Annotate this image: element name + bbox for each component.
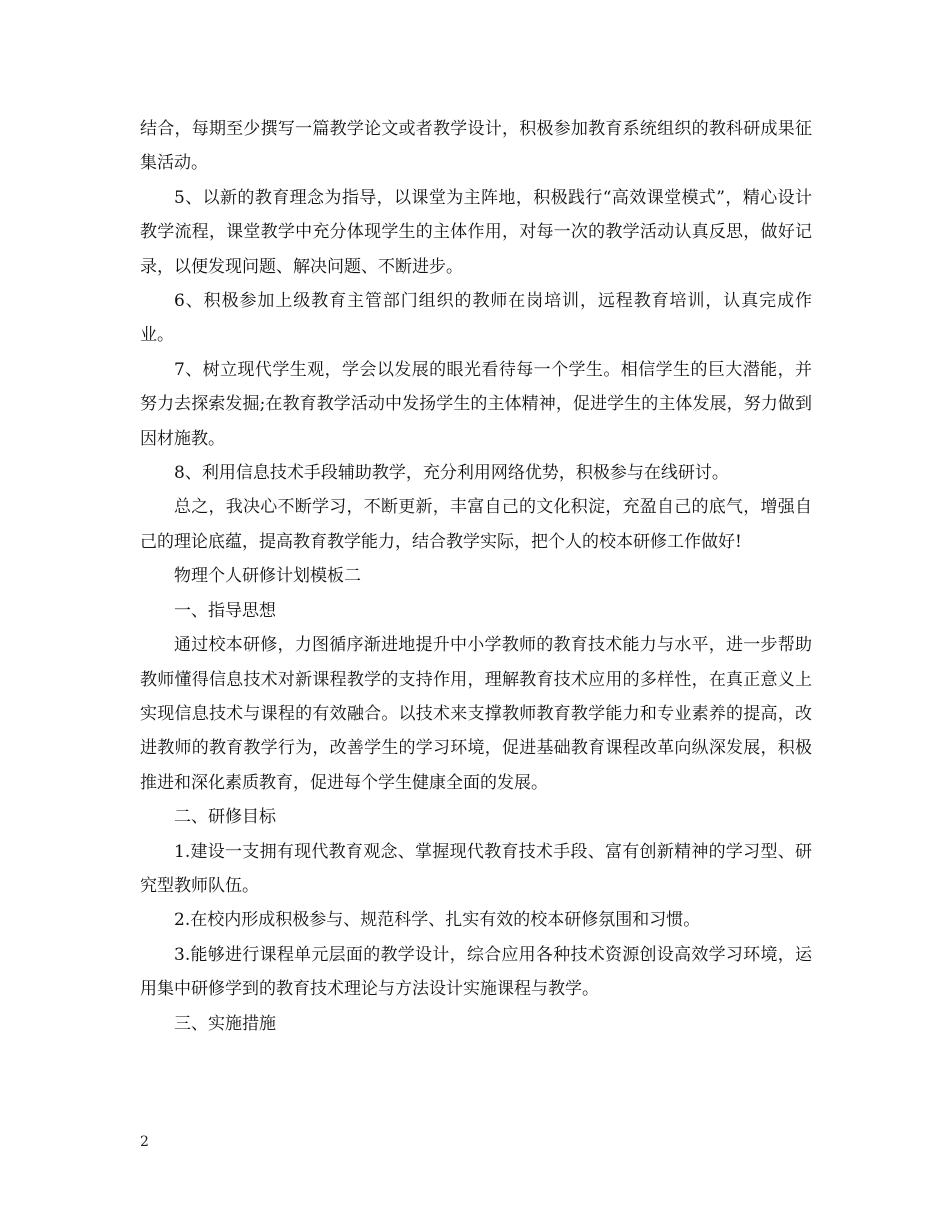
paragraph-item-8: 8、利用信息技术手段辅助教学，充分利用网络优势，积极参与在线研讨。 [174, 463, 729, 484]
paragraph-continuation: 结合，每期至少撰写一篇教学论文或者教学设计，积极参加教育系统组织的教科研成果征集活动。 [140, 119, 812, 174]
paragraph-item-5: 5、以新的教育理念为指导，以课堂为主阵地，积极践行“高效课堂模式”，精心设计教学流程，课堂教学中充分体现学生的主体作用，对每一次的教学活动认真反思，做好记录，以便发现问题、解决问题、不断进步。 [140, 187, 812, 277]
heading-implementation-measures: 三、实施措施 [174, 1013, 276, 1034]
paragraph-guiding-ideology: 通过校本研修，力图循序渐进地提升中小学教师的教育技术能力与水平，进一步帮助教师懂得信息技术对新课程教学的支持作用，理解教育技术应用的多样性，在真正意义上实现信息技术与课程的有效融合。以技术来支撑教师教育教学能力和专业素养的提高，改进教师的教育教学行为，改善学生的学习环境，促进基础教育课程改革向纵深发展，积极推进和深化素质教育，促进每个学生健康全面的发展。 [140, 635, 812, 793]
document-body [140, 112, 812, 1041]
paragraph-item-6: 6、积极参加上级教育主管部门组织的教师在岗培训，远程教育培训，认真完成作业。 [140, 291, 812, 346]
heading-training-goals: 二、研修目标 [174, 807, 276, 828]
paragraph-goal-1: 1.建设一支拥有现代教育观念、掌握现代教育技术手段、富有创新精神的学习型、研究型教师队伍。 [140, 841, 812, 896]
paragraph-goal-2: 2.在校内形成积极参与、规范科学、扎实有效的校本研修氛围和习惯。 [174, 910, 701, 931]
paragraph-goal-3: 3.能够进行课程单元层面的教学设计，综合应用各种技术资源创设高效学习环境，运用集中研修学到的教育技术理论与方法设计实施课程与教学。 [140, 944, 812, 1000]
page-number: 2 [140, 1134, 149, 1150]
section-title: 物理个人研修计划模板二 [174, 566, 361, 587]
paragraph-summary: 总之，我决心不断学习，不断更新，丰富自己的文化积淀，充盈自己的底气，增强自己的理论底蕴，提高教育教学能力，结合教学实际，把个人的校本研修工作做好! [140, 497, 812, 552]
heading-guiding-ideology: 一、指导思想 [174, 600, 276, 621]
paragraph-item-7: 7、树立现代学生观，学会以发展的眼光看待每一个学生。相信学生的巨大潜能，并努力去探索发掘;在教育教学活动中发扬学生的主体精神，促进学生的主体发展，努力做到因材施教。 [140, 359, 812, 449]
